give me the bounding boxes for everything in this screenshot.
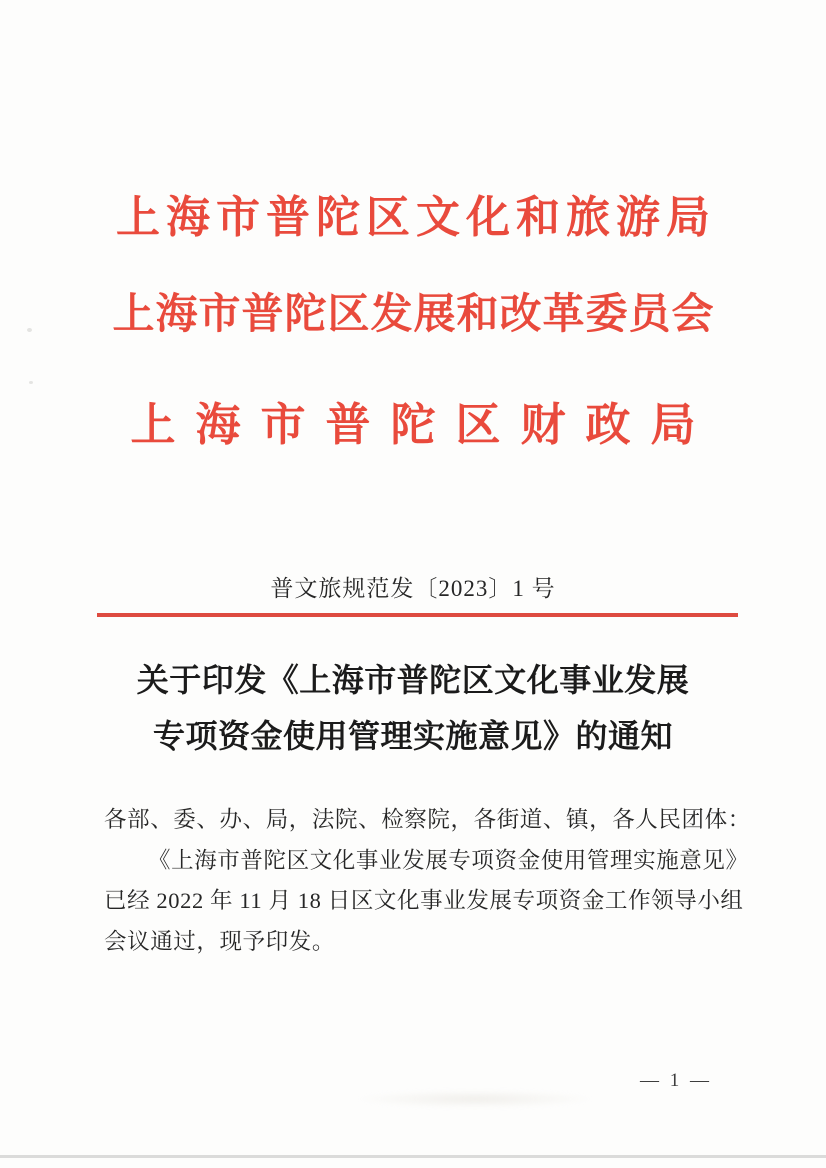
notice-body xyxy=(104,800,751,962)
scan-speck-artifact xyxy=(27,328,32,332)
notice-title-line-2: 专项资金使用管理实施意见》的通知 xyxy=(152,718,673,754)
issuer-line-development-reform-commission: 上海市普陀区发展和改革委员会 xyxy=(112,292,715,338)
scan-speck-artifact xyxy=(29,381,33,384)
red-separator-rule xyxy=(97,613,738,617)
issuer-line-culture-tourism-bureau: 上海市普陀区文化和旅游局 xyxy=(116,193,716,242)
body-line-document-name: 《上海市普陀区文化事业发展专项资金使用管理实施意见》 xyxy=(148,847,749,873)
body-line-issuance: 会议通过，现予印发。 xyxy=(104,928,336,954)
body-line-approval: 已经 2022 年 11 月 18 日区文化事业发展专项资金工作领导小组 xyxy=(104,888,744,913)
notice-title-line-1: 关于印发《上海市普陀区文化事业发展 xyxy=(136,662,690,698)
issuer-line-finance-bureau: 上海市普陀区财政局 xyxy=(130,400,716,450)
scan-smudge-artifact xyxy=(355,1090,595,1108)
salutation-line: 各部、委、办、局，法院、检察院，各街道、镇，各人民团体： xyxy=(104,807,751,832)
notice-title xyxy=(0,652,826,764)
scan-bottom-edge xyxy=(0,1155,826,1158)
document-reference-number: 普文旅规范发〔2023〕1 号 xyxy=(270,576,556,601)
page-number: — 1 — xyxy=(640,1070,712,1091)
